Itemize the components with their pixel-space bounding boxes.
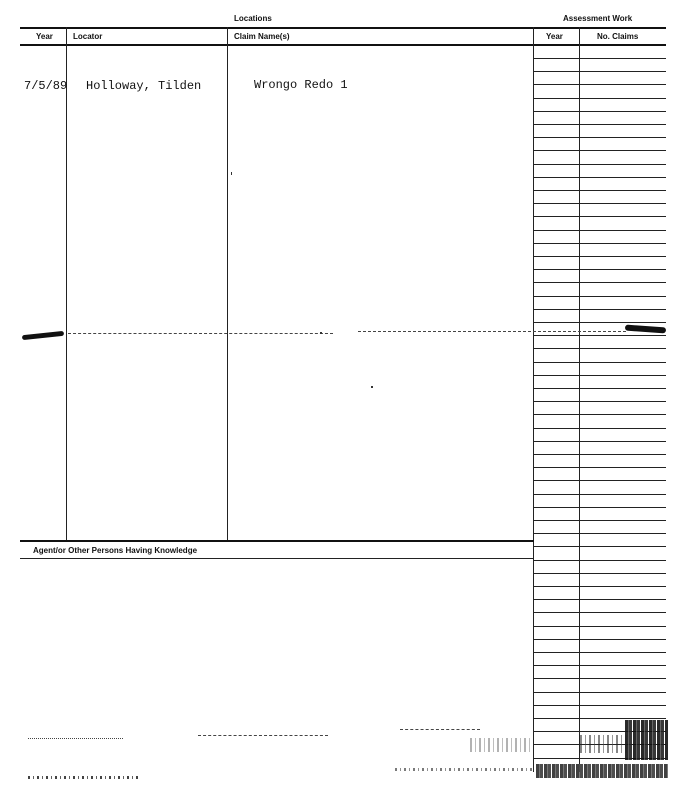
assessment-rule-line	[534, 599, 666, 600]
speck	[320, 332, 322, 334]
speck	[371, 386, 373, 388]
bottom-scan-noise	[536, 764, 668, 778]
assessment-rule-line	[534, 586, 666, 587]
assessment-rule-line	[534, 401, 666, 402]
year-locator-divider	[66, 27, 67, 541]
assessment-rule-line	[534, 494, 666, 495]
agent-section-label: Agent/or Other Persons Having Knowledge	[33, 546, 198, 555]
assessment-rule-line	[534, 243, 666, 244]
bottom-noise-line	[198, 735, 328, 736]
assessment-rule-line	[534, 573, 666, 574]
bottom-scan-noise	[580, 735, 630, 753]
assessment-rule-line	[534, 322, 666, 323]
assessment-rule-line	[534, 230, 666, 231]
assessment-year-noclaims-divider	[579, 27, 580, 772]
scan-dashed-line-right	[358, 331, 626, 332]
assessment-rule-line	[534, 507, 666, 508]
entry-year: 7/5/89	[24, 79, 68, 93]
assessment-rule-line	[534, 269, 666, 270]
assessment-rule-line	[534, 71, 666, 72]
assessment-rule-line	[534, 348, 666, 349]
assessment-rule-line	[534, 665, 666, 666]
assessment-rule-line	[534, 533, 666, 534]
assessment-rule-line	[534, 256, 666, 257]
assessment-rule-line	[534, 678, 666, 679]
assessment-rule-line	[534, 190, 666, 191]
assessment-rule-line	[534, 428, 666, 429]
assessment-rule-line	[534, 58, 666, 59]
assessment-rule-line	[534, 137, 666, 138]
locator-claims-divider	[227, 27, 228, 541]
assessment-rule-line	[534, 177, 666, 178]
assessment-rule-line	[534, 639, 666, 640]
assessment-rule-line	[534, 124, 666, 125]
assessment-rule-line	[534, 441, 666, 442]
claims-assessment-divider	[533, 27, 534, 772]
assessment-work-heading: Assessment Work	[563, 14, 633, 23]
assessment-rule-line	[534, 652, 666, 653]
bottom-scan-noise	[28, 776, 138, 779]
assessment-rule-line	[534, 84, 666, 85]
agent-section-bottom-rule	[20, 558, 534, 559]
bottom-scan-noise	[625, 720, 668, 760]
bottom-scan-noise	[470, 738, 534, 752]
assessment-rule-line	[534, 335, 666, 336]
claim-names-column-header: Claim Name(s)	[234, 32, 290, 41]
agent-section-top-rule	[20, 540, 534, 542]
assessment-rule-line	[534, 626, 666, 627]
entry-locator: Holloway, Tilden	[86, 79, 202, 93]
scan-mark-right	[625, 325, 666, 334]
assessment-rule-line	[534, 164, 666, 165]
bottom-noise-line	[28, 738, 123, 739]
locations-heading: Locations	[234, 14, 272, 23]
assessment-rule-line	[534, 520, 666, 521]
assessment-rule-line	[534, 612, 666, 613]
no-claims-column-header: No. Claims	[597, 32, 639, 41]
assessment-rule-line	[534, 296, 666, 297]
entry-claim-name: Wrongo Redo 1	[254, 78, 348, 92]
bottom-scan-noise	[395, 768, 535, 771]
assessment-rule-line	[534, 362, 666, 363]
scan-dashed-line-left	[68, 333, 333, 334]
assessment-rule-line	[534, 546, 666, 547]
assessment-rule-line	[534, 454, 666, 455]
speck	[231, 172, 232, 175]
assessment-rule-line	[534, 692, 666, 693]
scan-mark-left	[22, 331, 64, 340]
assessment-rule-line	[534, 111, 666, 112]
assessment-rule-line	[534, 560, 666, 561]
bottom-noise-line	[400, 729, 480, 730]
assessment-rule-line	[534, 216, 666, 217]
assessment-rule-line	[534, 309, 666, 310]
assessment-rule-line	[534, 480, 666, 481]
assessment-rule-line	[534, 150, 666, 151]
assessment-rule-line	[534, 718, 666, 719]
assessment-year-column-header: Year	[546, 32, 563, 41]
header-bottom-rule	[20, 44, 666, 46]
assessment-rule-line	[534, 705, 666, 706]
year-column-header: Year	[36, 32, 53, 41]
assessment-rule-line	[534, 98, 666, 99]
assessment-rule-line	[534, 375, 666, 376]
assessment-rule-line	[534, 282, 666, 283]
assessment-rule-line	[534, 467, 666, 468]
header-top-rule	[20, 27, 666, 29]
assessment-rule-line	[534, 203, 666, 204]
assessment-rule-line	[534, 414, 666, 415]
locator-column-header: Locator	[73, 32, 103, 41]
assessment-rule-line	[534, 388, 666, 389]
